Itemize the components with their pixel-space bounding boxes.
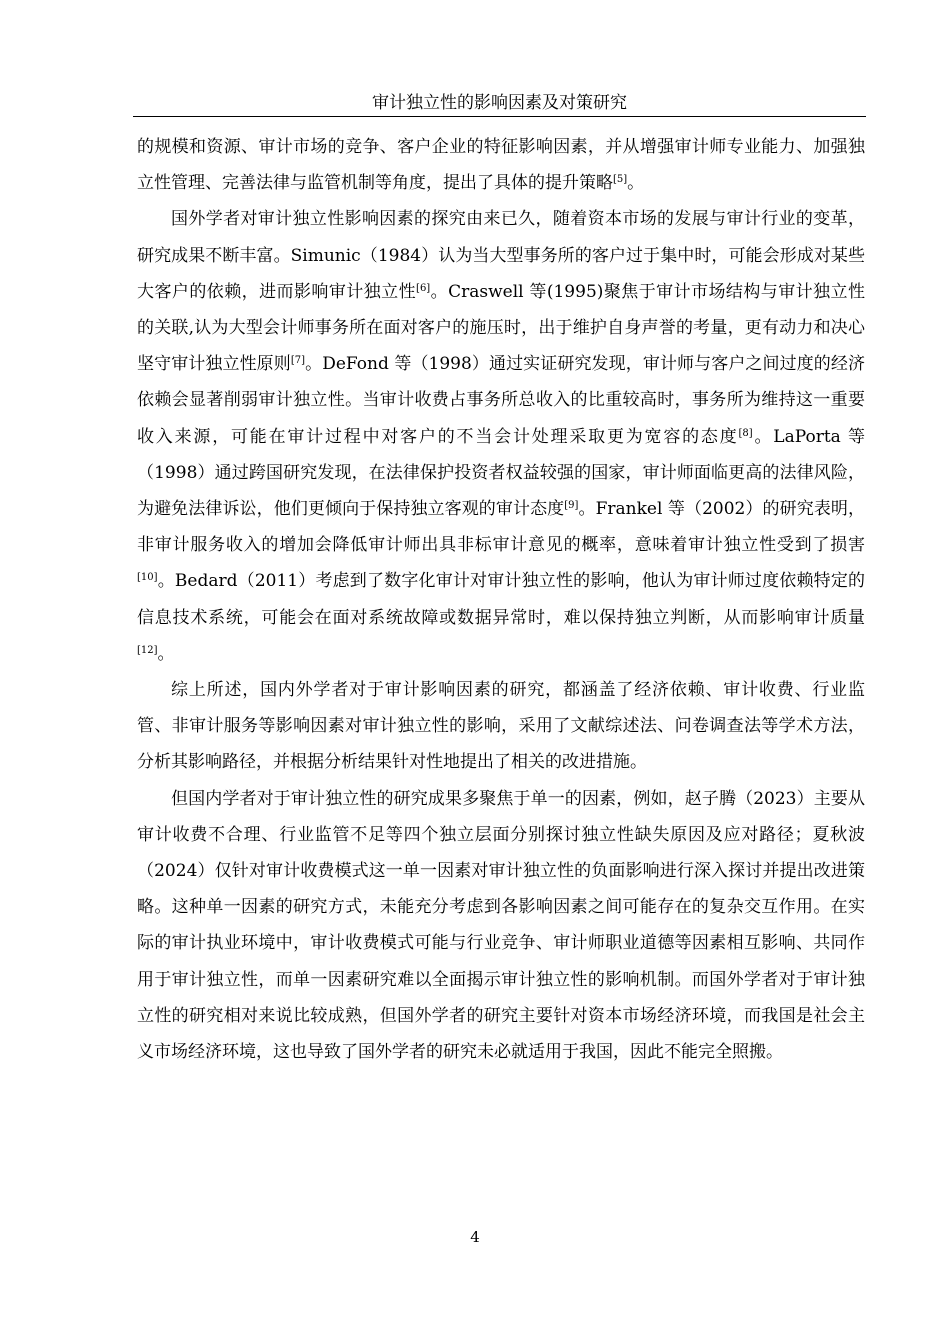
paragraph-text: 但国内学者对于审计独立性的研究成果多聚焦于单一的因素，例如，赵子腾（2023）主要从审计收费不合理、行业监管不足等四个独立层面分别探讨独立性缺失原因及应对路径；夏秋波（2024）仅针对审计收费模式这一单一因素对审计独立性的负面影响进行深入探讨并提出改进策略。这种单一因素的研究方式，未能充分考虑到各影响因素之间可能存在的复杂交互作用。在实际的审计执业环境中，审计收费模式可能与行业竞争、审计师职业道德等因素相互影响、共同作用于审计独立性，而单一因素研究难以全面揭示审计独立性的影响机制。而国外学者对于审计独立性的研究相对来说比较成熟，但国外学者的研究主要针对资本市场经济环境，而我国是社会主义市场经济环境，这也导致了国外学者的研究未必就适用于我国，因此不能完全照搬。 xyxy=(137,788,865,1063)
paragraph-text: 。 xyxy=(627,173,645,194)
citation-marker: [7] xyxy=(290,355,306,367)
body-paragraph xyxy=(137,781,865,1071)
body-paragraph xyxy=(137,672,865,781)
paragraph-text: 。 xyxy=(157,643,175,664)
citation-marker: [6] xyxy=(416,282,431,294)
running-header: 审计独立性的影响因素及对策研究 xyxy=(372,93,627,113)
paragraph-text: 的规模和资源、审计市场的竞争、客户企业的特征影响因素，并从增强审计师专业能力、加强独立性管理、完善法律与监管机制等角度，提出了具体的提升策略 xyxy=(137,137,865,194)
paragraph-text: 。Craswell 等(1995)聚焦于审计市场结构与审计独立性的关联,认为大型会计师事务所在面对客户的施压时，出于维护自身声誉的考量，更有动力和决心坚守审计独立性原则 xyxy=(137,281,865,375)
header-divider xyxy=(133,116,866,117)
paragraph-text: 。Frankel 等（2002）的研究表明，非审计服务收入的增加会降低审计师出具非标审计意见的概率，意味着审计独立性受到了损害 xyxy=(137,499,865,556)
paragraph-text: 。Bedard（2011）考虑到了数字化审计对审计独立性的影响，他认为审计师过度依赖特定的信息技术系统，可能会在面对系统故障或数据异常时，难以保持独立判断，从而影响审计质量 xyxy=(137,571,865,628)
citation-marker: [8] xyxy=(738,427,753,439)
paragraph-text: 国外学者对审计独立性影响因素的探究由来已久，随着资本市场的发展与审计行业的变革，研究成果不断丰富。Simunic（1984）认为当大型事务所的客户过于集中时，可能会形成对某些大客户的依赖，进而影响审计独立性 xyxy=(137,209,865,302)
citation-marker: [5] xyxy=(613,174,628,186)
body-paragraph xyxy=(137,129,865,201)
page-number: 4 xyxy=(470,1228,480,1246)
citation-marker: [12] xyxy=(137,644,158,656)
paragraph-text: 。DeFond 等（1998）通过实证研究发现，审计师与客户之间过度的经济依赖会显著削弱审计独立性。当审计收费占事务所总收入的比重较高时，事务所为维持这一重要收入来源，可能在审计过程中对客户的不当会计处理采取更为宽容的态度 xyxy=(137,354,865,447)
body-paragraph xyxy=(137,201,865,672)
paragraph-text: 综上所述，国内外学者对于审计影响因素的研究，都涵盖了经济依赖、审计收费、行业监管、非审计服务等影响因素对审计独立性的影响，采用了文献综述法、问卷调查法等学术方法，分析其影响路径，并根据分析结果针对性地提出了相关的改进措施。 xyxy=(137,680,865,773)
citation-marker: [9] xyxy=(564,500,579,512)
document-body xyxy=(137,129,865,1070)
paragraph-text: 。LaPorta 等（1998）通过跨国研究发现，在法律保护投资者权益较强的国家，审计师面临更高的法律风险，为避免法律诉讼，他们更倾向于保持独立客观的审计态度 xyxy=(137,426,866,520)
citation-marker: [10] xyxy=(137,572,158,584)
